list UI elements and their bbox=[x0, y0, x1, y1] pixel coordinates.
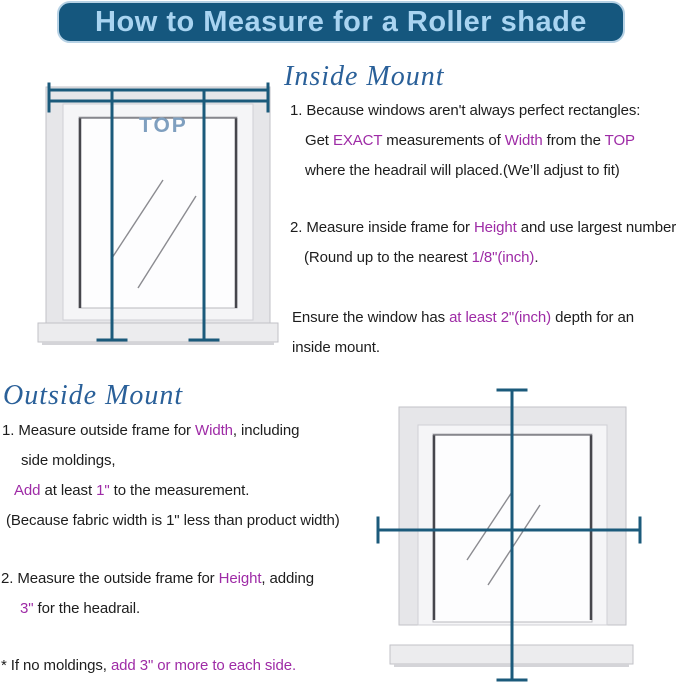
plain-text: measurements of bbox=[382, 132, 505, 149]
accent-text: Height bbox=[218, 570, 262, 587]
inside-mount-depth-note bbox=[292, 303, 634, 363]
plain-text: 1. Because windows aren't always perfect rectangles: bbox=[290, 102, 641, 119]
inside-mount-window-illustration bbox=[30, 78, 292, 362]
accent-text: Width bbox=[195, 422, 233, 439]
plain-text: for the headrail. bbox=[33, 600, 141, 617]
plain-text: 2. Measure inside frame for bbox=[290, 219, 474, 236]
window-sill-shadow bbox=[42, 342, 274, 345]
text-line bbox=[292, 333, 634, 363]
plain-text: at least bbox=[40, 482, 97, 499]
accent-text: TOP bbox=[604, 132, 635, 149]
text-line bbox=[6, 506, 340, 536]
outside-mount-fabric-note bbox=[6, 506, 340, 536]
accent-text: at least 2"(inch) bbox=[449, 309, 552, 326]
plain-text: Get bbox=[305, 132, 333, 149]
page-title: How to Measure for a Roller shade bbox=[95, 5, 587, 38]
inside-mount-step-2 bbox=[290, 213, 676, 273]
accent-text: EXACT bbox=[332, 132, 383, 149]
text-line bbox=[1, 651, 296, 681]
accent-text: 3" bbox=[20, 600, 34, 617]
plain-text: 2. Measure the outside frame for bbox=[1, 570, 219, 587]
outside-mount-step-2 bbox=[1, 564, 314, 624]
accent-text: Height bbox=[473, 219, 517, 236]
inside-mount-step-1 bbox=[290, 96, 640, 186]
accent-text: Add bbox=[14, 482, 41, 499]
outside-mount-heading: Outside Mount bbox=[3, 380, 184, 411]
plain-text: . bbox=[534, 249, 539, 266]
plain-text: and use largest number bbox=[516, 219, 677, 236]
plain-text: side moldings, bbox=[21, 452, 116, 469]
plain-text: , including bbox=[232, 422, 300, 439]
text-line bbox=[290, 213, 676, 243]
plain-text: * If no moldings, bbox=[1, 657, 111, 674]
accent-text: Width bbox=[504, 132, 543, 149]
plain-text: 1. Measure outside frame for bbox=[2, 422, 196, 439]
outside-mount-molding-note bbox=[1, 651, 296, 681]
plain-text: inside mount. bbox=[292, 339, 380, 356]
plain-text: (Round up to the nearest bbox=[304, 249, 472, 266]
top-label: TOP bbox=[139, 114, 188, 137]
window-sill bbox=[38, 323, 278, 342]
text-line bbox=[305, 156, 640, 186]
plain-text: Ensure the window has bbox=[292, 309, 450, 326]
accent-text: 1" bbox=[96, 482, 110, 499]
outside-mount-window-illustration bbox=[368, 380, 650, 685]
plain-text: , adding bbox=[261, 570, 315, 587]
text-line bbox=[292, 303, 634, 333]
title-banner bbox=[57, 1, 625, 43]
plain-text: from the bbox=[542, 132, 605, 149]
plain-text: (Because fabric width is 1" less than product width) bbox=[6, 512, 340, 529]
text-line bbox=[2, 416, 299, 446]
text-line bbox=[14, 476, 299, 506]
inside-mount-heading: Inside Mount bbox=[284, 61, 445, 92]
plain-text: where the headrail will placed.(We’ll adjust to fit) bbox=[305, 162, 620, 179]
text-line bbox=[305, 126, 640, 156]
outside-mount-step-1 bbox=[2, 416, 299, 506]
accent-text: add 3" or more to each side. bbox=[110, 657, 297, 674]
text-line bbox=[20, 594, 314, 624]
accent-text: 1/8"(inch) bbox=[471, 249, 535, 266]
text-line bbox=[290, 96, 640, 126]
plain-text: depth for an bbox=[551, 309, 635, 326]
plain-text: to the measurement. bbox=[109, 482, 250, 499]
text-line bbox=[304, 243, 676, 273]
text-line bbox=[21, 446, 299, 476]
window-glass bbox=[79, 117, 237, 308]
text-line bbox=[1, 564, 314, 594]
